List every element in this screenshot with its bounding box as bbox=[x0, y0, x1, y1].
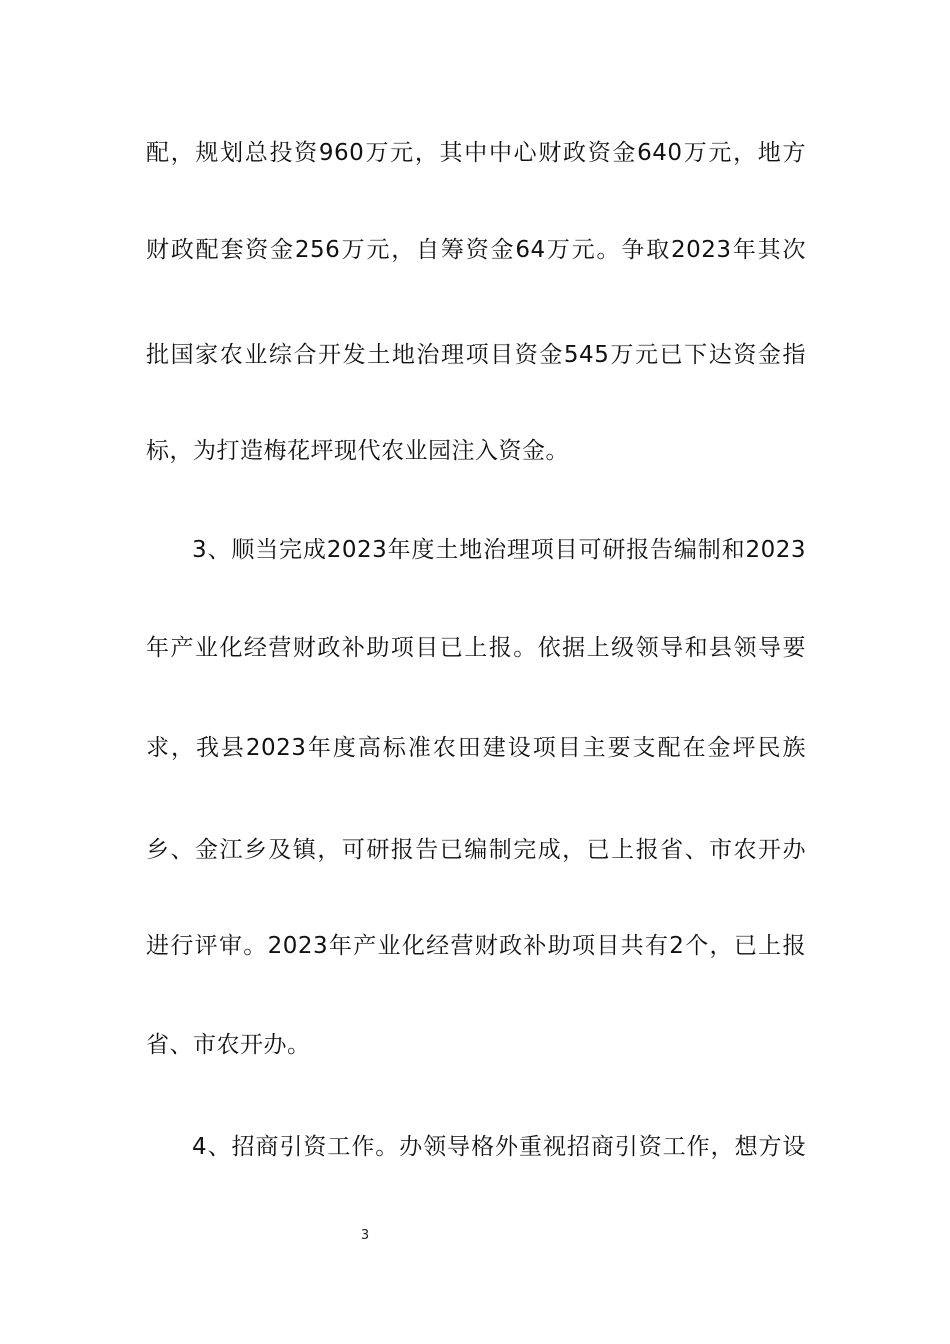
text-line-4: 标，为打造梅花坪现代农业园注入资金。 bbox=[146, 438, 569, 464]
text-line-9: 进行评审。2023年产业化经营财政补助项目共有2个，已上报 bbox=[146, 933, 806, 959]
text-line-8: 乡、金江乡及镇，可研报告已编制完成，已上报省、市农开办 bbox=[146, 837, 806, 863]
paragraph-3-line-1: 3、顺当完成2023年度土地治理项目可研报告编制和2023 bbox=[192, 537, 806, 563]
text-line-1: 配，规划总投资960万元，其中中心财政资金640万元，地方 bbox=[146, 140, 806, 166]
text-line-7: 求，我县2023年度高标准农田建设项目主要支配在金坪民族 bbox=[146, 735, 806, 761]
text-line-6: 年产业化经营财政补助项目已上报。依据上级领导和县领导要 bbox=[146, 635, 806, 661]
text-line-3: 批国家农业综合开发土地治理项目资金545万元已下达资金指 bbox=[146, 342, 806, 368]
page-number: 3 bbox=[360, 1228, 370, 1243]
paragraph-4-line-1: 4、招商引资工作。办领导格外重视招商引资工作，想方设 bbox=[192, 1134, 806, 1160]
text-line-2: 财政配套资金256万元，自筹资金64万元。争取2023年其次 bbox=[146, 237, 806, 263]
text-line-10: 省、市农开办。 bbox=[146, 1032, 311, 1058]
